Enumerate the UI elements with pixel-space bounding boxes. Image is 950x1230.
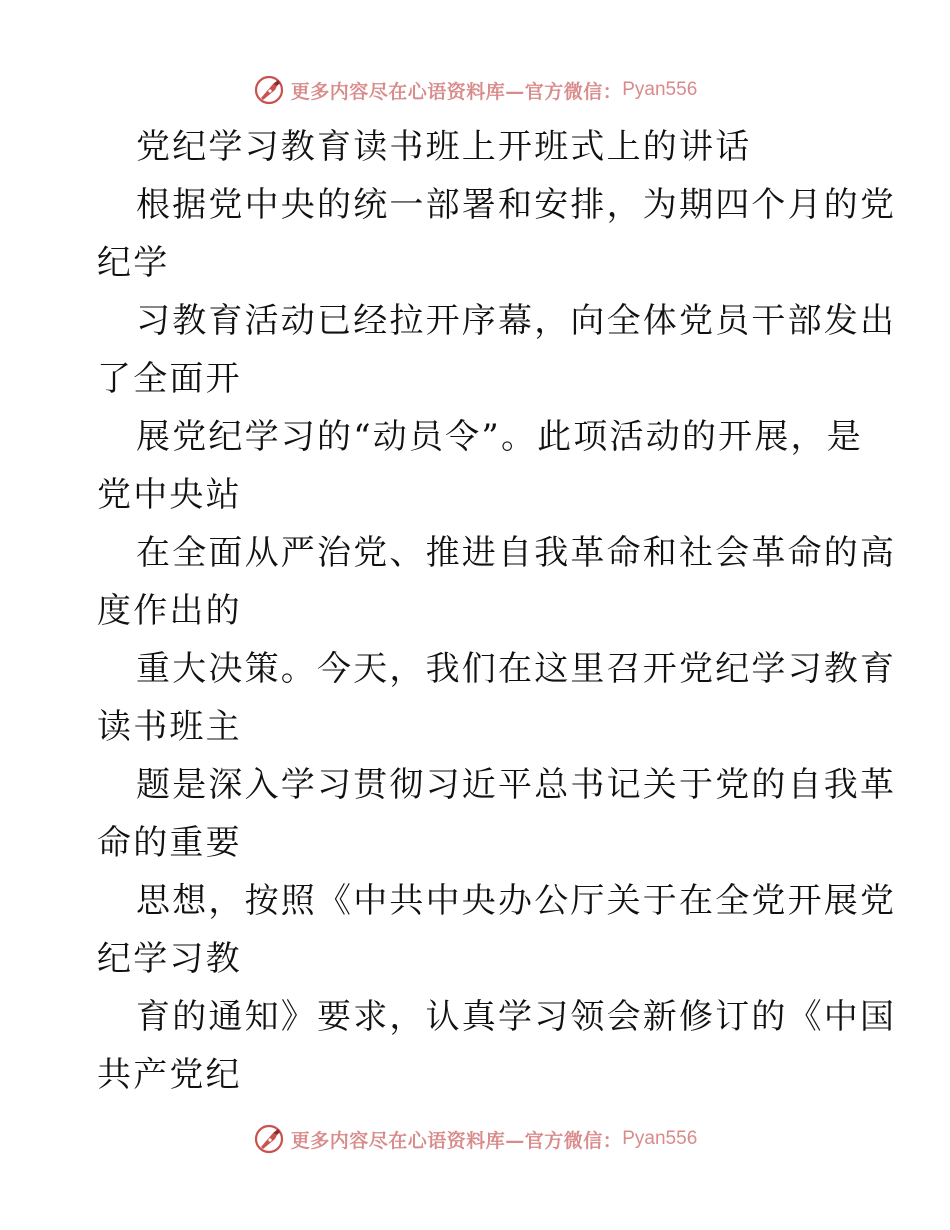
text-line: 重大决策。今天，我们在这里召开党纪学习教育 [136,649,897,689]
text-line: 展党纪学习的“动员令”。此项活动的开展，是 [136,417,863,457]
text-line: 了全面开 [97,359,242,399]
text-line: 习教育活动已经拉开序幕，向全体党员干部发出 [136,301,897,341]
text-line: 共产党纪 [97,1055,242,1095]
watermark-text: 更多内容尽在心语资料库—官方微信： [290,80,623,103]
text-line: 纪学习教 [97,939,242,979]
text-line: 度作出的 [97,591,242,631]
header-watermark [0,72,950,108]
text-line: 读书班主 [97,707,242,747]
text-line: 题是深入学习贯彻习近平总书记关于党的自我革 [136,765,897,805]
text-line: 纪学 [97,243,170,283]
watermark-wechat-id: Pyan556 [622,79,698,100]
text-line: 思想，按照《中共中央办公厅关于在全党开展党 [136,881,897,921]
text-line: 党中央站 [97,475,242,515]
text-line: 育的通知》要求，认真学习领会新修订的《中国 [136,997,897,1037]
watermark-text: 更多内容尽在心语资料库—官方微信： [290,1129,623,1152]
footer-watermark [0,1121,950,1157]
pen-nib-logo-icon [253,74,285,106]
watermark-wechat-id: Pyan556 [622,1128,698,1149]
text-line: 在全面从严治党、推进自我革命和社会革命的高 [136,533,897,573]
document-title: 党纪学习教育读书班上开班式上的讲话 [136,127,752,167]
text-line: 根据党中央的统一部署和安排，为期四个月的党 [136,185,897,225]
text-line: 命的重要 [97,823,242,863]
document-body [97,118,897,1104]
pen-nib-logo-icon [253,1123,285,1155]
